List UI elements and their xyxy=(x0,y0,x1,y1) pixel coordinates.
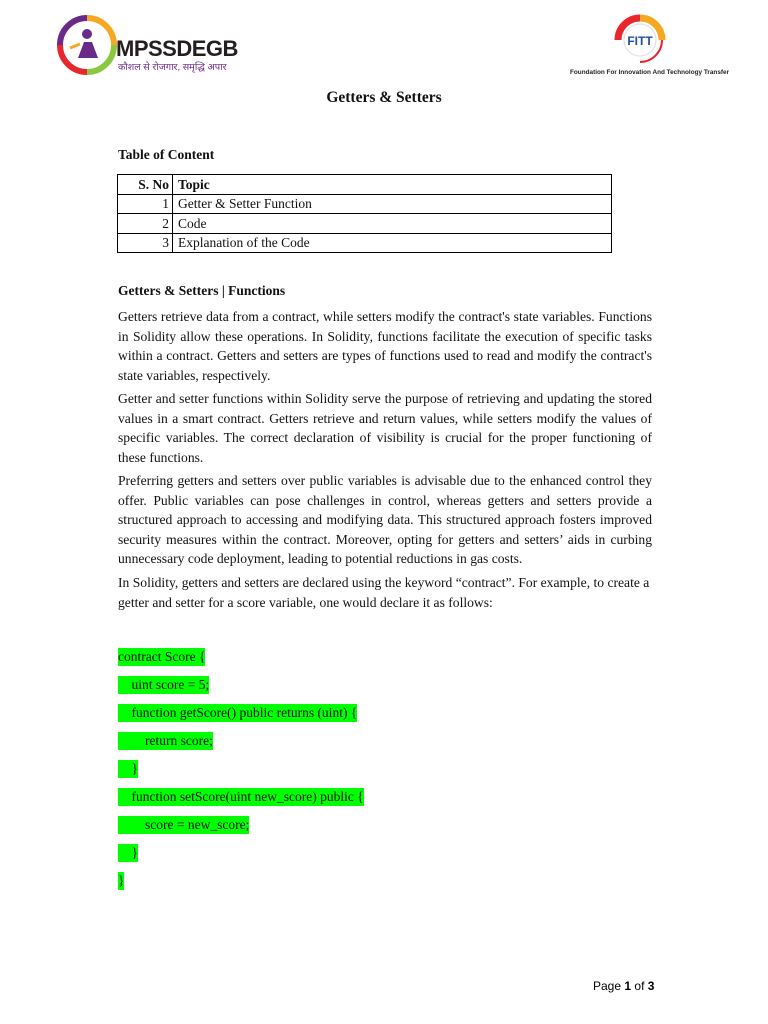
code-line: return score; xyxy=(118,733,213,748)
section-heading: Getters & Setters | Functions xyxy=(118,283,286,298)
toc-table xyxy=(117,174,612,253)
toc-header-row xyxy=(118,175,612,195)
code-line: function getScore() public returns (uint) { xyxy=(118,705,358,720)
page-current: 1 xyxy=(624,979,632,993)
code-line: score = new_score; xyxy=(118,817,250,832)
toc-row-sno: 3 xyxy=(118,233,173,253)
paragraph: Getter and setter functions within Solidity serve the purpose of retrieving and updating the stored values in a smart contract. Getters retrieve and return values, while setters modify the values of specific variables. The correct declaration of visibility is crucial for the proper functioning of these functions. xyxy=(118,391,652,465)
document-title: Getters & Setters xyxy=(326,89,442,106)
of-word: of xyxy=(634,979,645,993)
mpssdegb-emblem-icon xyxy=(56,14,118,76)
code-line: uint score = 5; xyxy=(118,677,210,692)
fitt-logo xyxy=(566,10,736,82)
page-word: Page xyxy=(593,979,622,993)
paragraph: In Solidity, getters and setters are declared using the keyword “contract”. For example, to create a getter and setter for a score variable, one would declare it as follows: xyxy=(118,575,650,610)
page-number xyxy=(593,979,654,993)
mpssdegb-logo xyxy=(56,14,238,76)
paragraph: Getters retrieve data from a contract, while setters modify the contract's state variables. Functions in Solidity allow these operations. In Solidity, functions facilitate the execution of specific tasks within a contract. Getters and setters are types of functions used to read and modify the contract's state variables, respectively. xyxy=(118,309,652,383)
code-line: } xyxy=(118,873,125,888)
mpssdegb-tagline: कौशल से रोजगार, समृद्धि अपार xyxy=(118,62,227,73)
toc-row-sno: 1 xyxy=(118,194,173,214)
toc-row-sno: 2 xyxy=(118,214,173,234)
code-line: contract Score { xyxy=(118,649,206,664)
toc-row xyxy=(118,233,612,253)
toc-heading: Table of Content xyxy=(118,147,215,162)
code-line: } xyxy=(118,761,138,776)
toc-row-topic: Code xyxy=(173,214,612,234)
code-line: } xyxy=(118,845,138,860)
toc-row xyxy=(118,214,612,234)
toc-row xyxy=(118,194,612,214)
toc-column-topic: Topic xyxy=(173,175,612,195)
paragraph: Preferring getters and setters over public variables is advisable due to the enhanced control they offer. Public variables can pose challenges in control, whereas getters and setters provide a structured approach to accessing and modifying data. This structured approach fosters improved security measures within the contract. Moreover, opting for getters and setters’ aids in curbing unnecessary code deployment, leading to potential reductions in gas costs. xyxy=(118,473,652,566)
code-line: function setScore(uint new_score) public { xyxy=(118,789,364,804)
fitt-caption: Foundation For Innovation And Technology Transfer xyxy=(570,69,730,76)
toc-row-topic: Getter & Setter Function xyxy=(173,194,612,214)
mpssdegb-name: MPSSDEGB xyxy=(116,36,238,61)
toc-column-sno: S. No xyxy=(118,175,173,195)
toc-row-topic: Explanation of the Code xyxy=(173,233,612,253)
page-total: 3 xyxy=(647,979,655,993)
fitt-name: FITT xyxy=(627,34,653,48)
